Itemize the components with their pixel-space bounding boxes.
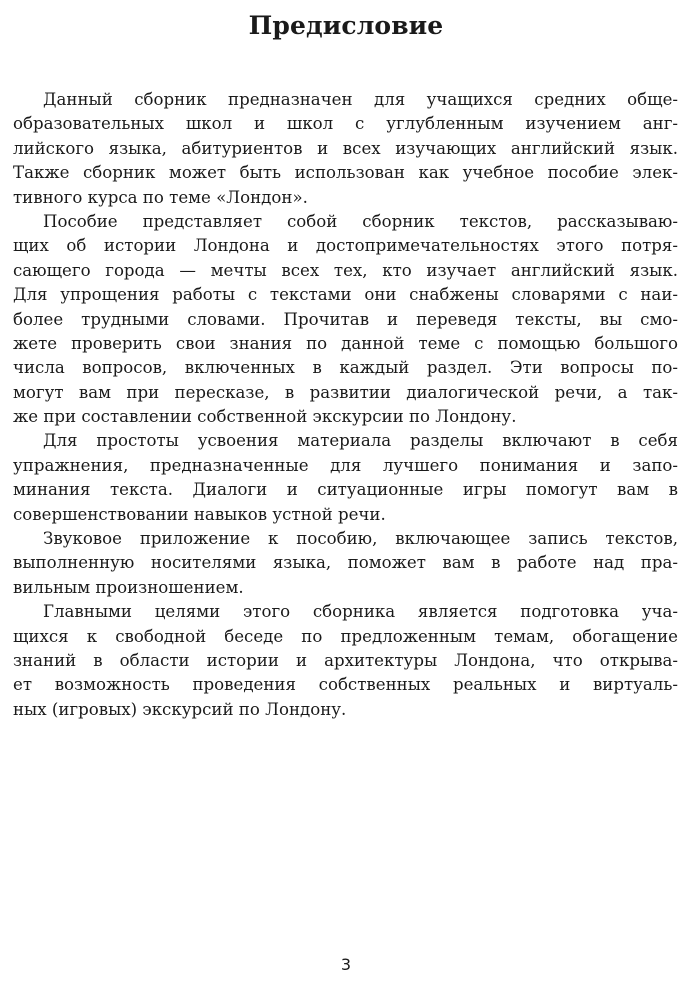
paragraph-2-line: сающего города — мечты всех тех, кто изучает английский язык. [13, 260, 678, 280]
paragraph-1-line: лийского языка, абитуриентов и всех изучающих английский язык. [13, 138, 678, 158]
page-title: Предисловие [248, 11, 444, 40]
paragraph-5-line: щихся к свободной беседе по предложенным темам, обогащение [13, 626, 678, 646]
paragraph-2-line: Для упрощения работы с текстами они снабжены словарями с наи- [13, 285, 678, 305]
paragraph-1-line: Данный сборник предназначен для учащихся средних обще- [43, 90, 678, 109]
paragraph-2-line: щих об истории Лондона и достопримечательностях этого потря- [13, 236, 678, 256]
paragraph-3-line: упражнения, предназначенные для лучшего понимания и запо- [13, 455, 678, 475]
paragraph-2-line: жете проверить свои знания по данной теме с помощью большого [13, 333, 678, 353]
paragraph-1-line: тивного курса по теме «Лондон». [13, 187, 308, 207]
paragraph-2-line: более трудными словами. Прочитав и переведя тексты, вы смо- [13, 309, 678, 329]
paragraph-5-line: знаний в области истории и архитектуры Лондона, что открыва- [13, 650, 678, 670]
paragraph-2-line: Пособие представляет собой сборник текстов, рассказываю- [43, 211, 678, 231]
paragraph-2-line: же при составлении собственной экскурсии по Лондону. [13, 407, 517, 427]
preface-body [13, 88, 678, 722]
paragraph-3-line: совершенствовании навыков устной речи. [13, 504, 386, 524]
paragraph-5-line: ных (игровых) экскурсий по Лондону. [13, 699, 347, 719]
paragraph-3-line: Для простоты усвоения материала разделы включают в себя [43, 431, 678, 451]
page-number: 3 [340, 955, 352, 974]
paragraph-1-line: Также сборник может быть использован как учебное пособие элек- [13, 163, 678, 183]
paragraph-5-line: Главными целями этого сборника является подготовка уча- [43, 602, 678, 622]
paragraph-4-line: вильным произношением. [13, 577, 244, 597]
paragraph-4-line: выполненную носителями языка, поможет вам в работе над пра- [13, 553, 678, 573]
paragraph-1-line: образовательных школ и школ с углубленным изучением анг- [13, 114, 678, 134]
paragraph-4-line: Звуковое приложение к пособию, включающее запись текстов, [43, 529, 678, 549]
paragraph-5-line: ет возможность проведения собственных реальных и виртуаль- [13, 675, 678, 695]
paragraph-2-line: числа вопросов, включенных в каждый раздел. Эти вопросы по- [13, 358, 678, 378]
paragraph-3-line: минания текста. Диалоги и ситуационные игры помогут вам в [13, 480, 678, 500]
paragraph-2-line: могут вам при пересказе, в развитии диалогической речи, а так- [13, 382, 678, 402]
